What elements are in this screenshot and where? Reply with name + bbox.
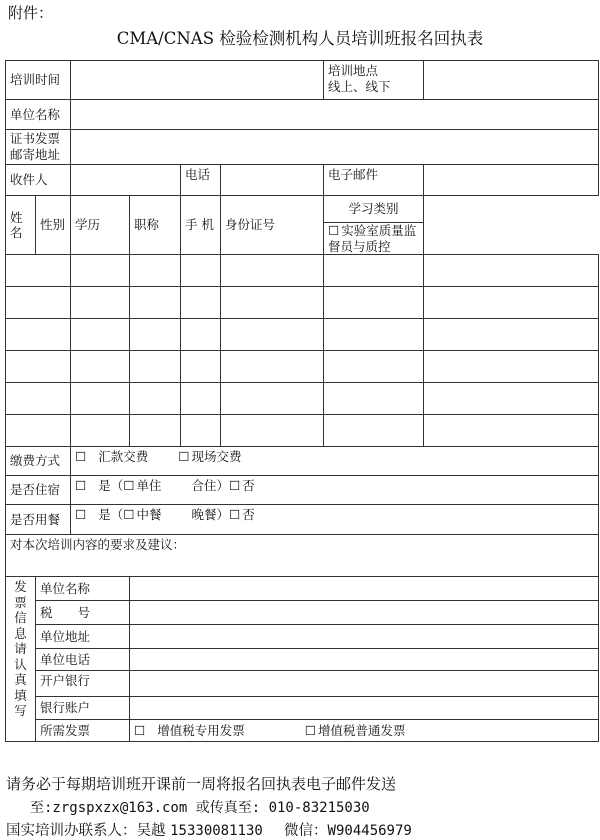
meal-label: 是否用餐 (6, 505, 71, 535)
participant-gender-cell[interactable] (71, 383, 130, 415)
meal-no-label: 否 (242, 507, 255, 523)
lodging-shared-label: 合住） (191, 478, 229, 494)
participant-title-cell[interactable] (181, 319, 221, 351)
participant-education-cell[interactable] (130, 319, 181, 351)
training-time-value[interactable] (71, 61, 324, 100)
invoice-tax-value[interactable] (130, 601, 599, 625)
invoice-vertical-text: 发 票 信 息 请 认 真 填 写 (14, 579, 27, 719)
contact-person-label: 国实培训办联系人：吴越 (6, 823, 166, 839)
invoice-address-value[interactable] (71, 130, 599, 165)
invoice-address-label-line1: 证书发票 (10, 131, 61, 147)
participant-mobile-cell[interactable] (221, 287, 324, 319)
participant-gender-cell[interactable] (71, 287, 130, 319)
vat-normal-checkbox-icon[interactable]: ☐ (304, 722, 316, 738)
participant-name-cell[interactable] (6, 415, 71, 447)
invoice-unit-phone-value[interactable] (130, 649, 599, 671)
participant-study-cell[interactable] (424, 287, 599, 319)
participant-title-cell[interactable] (181, 415, 221, 447)
meal-no-checkbox-icon[interactable]: ☐ (229, 507, 241, 523)
unit-name-value[interactable] (71, 100, 599, 130)
invoice-type-options (130, 720, 599, 742)
col-education-header: 学历 (71, 196, 130, 255)
requirements-label: 对本次培训内容的要求及建议： (10, 537, 186, 553)
participant-row (6, 255, 599, 287)
meal-lunch-label: 中餐 (136, 507, 162, 523)
participant-study-cell[interactable] (424, 383, 599, 415)
participant-title-cell[interactable] (181, 383, 221, 415)
email-label: 电子邮件 (324, 165, 424, 196)
lodging-single-checkbox-icon[interactable]: ☐ (123, 478, 135, 494)
phone-label: 电话 (181, 165, 221, 196)
invoice-unit-phone-label: 单位电话 (36, 649, 130, 671)
payment-onsite-label: 现场交费 (191, 449, 242, 465)
participant-mobile-cell[interactable] (221, 255, 324, 287)
invoice-type-label: 所需发票 (36, 720, 130, 742)
meal-dinner-label: 晚餐） (191, 507, 229, 523)
invoice-address-info-row (6, 625, 599, 649)
invoice-bank-value[interactable] (130, 671, 599, 697)
participant-row (6, 383, 599, 415)
footer-contact-person (6, 819, 412, 840)
participant-education-cell[interactable] (130, 287, 181, 319)
col-mobile-header: 手 机 (181, 196, 221, 255)
lodging-row (6, 476, 599, 505)
participant-id-cell[interactable] (324, 319, 424, 351)
study-option-cell[interactable] (324, 223, 424, 255)
invoice-type-row (6, 720, 599, 742)
invoice-unit-name-label: 单位名称 (36, 577, 130, 601)
training-row (6, 61, 599, 100)
invoice-tax-row (6, 601, 599, 625)
participant-id-cell[interactable] (324, 415, 424, 447)
participant-header-row (6, 196, 599, 223)
participant-name-cell[interactable] (6, 287, 71, 319)
participant-row (6, 351, 599, 383)
invoice-address-label-line2: 邮寄地址 (10, 147, 61, 162)
checkbox-icon[interactable]: ☐ (328, 223, 340, 238)
training-place-label-line2: 线上、线下 (328, 78, 391, 94)
participant-gender-cell[interactable] (71, 319, 130, 351)
col-title-header: 职称 (130, 196, 181, 255)
invoice-bank-label: 开户银行 (36, 671, 130, 697)
participant-row (6, 287, 599, 319)
participant-study-cell[interactable] (424, 255, 599, 287)
invoice-address-label (6, 130, 71, 165)
participant-name-cell[interactable] (6, 319, 71, 351)
training-time-label: 培训时间 (6, 61, 71, 100)
participant-mobile-cell[interactable] (221, 351, 324, 383)
payment-row (6, 447, 599, 476)
footer-instruction: 请务必于每期培训班开课前一周将报名回执表电子邮件发送 (6, 775, 397, 793)
payment-remit-label: 汇款交费 (98, 449, 149, 465)
participant-study-cell[interactable] (424, 319, 599, 351)
participant-id-cell[interactable] (324, 383, 424, 415)
participant-title-cell[interactable] (181, 255, 221, 287)
annex-label: 附件： (8, 4, 54, 22)
invoice-info-vertical-label (6, 577, 36, 742)
participant-name-cell[interactable] (6, 255, 71, 287)
recipient-value[interactable] (71, 165, 181, 196)
lodging-no-checkbox-icon[interactable]: ☐ (229, 478, 241, 494)
participant-study-cell[interactable] (424, 415, 599, 447)
lodging-yes-checkbox-icon[interactable]: ☐ (75, 478, 87, 494)
payment-onsite-checkbox-icon[interactable]: ☐ (178, 449, 190, 465)
participant-gender-cell[interactable] (71, 255, 130, 287)
requirements-field[interactable] (6, 535, 599, 577)
meal-lunch-checkbox-icon[interactable]: ☐ (123, 507, 135, 523)
col-id-header: 身份证号 (221, 196, 324, 255)
registration-form-table (5, 60, 599, 742)
invoice-phone-row (6, 649, 599, 671)
payment-remit-checkbox-icon[interactable]: ☐ (75, 449, 87, 465)
lodging-single-label: 单住 (136, 478, 162, 494)
meal-row (6, 505, 599, 535)
study-option-label: 实验室质量监督员与质控 (328, 223, 417, 254)
meal-yes-checkbox-icon[interactable]: ☐ (75, 507, 87, 523)
participant-title-cell[interactable] (181, 351, 221, 383)
invoice-bank-account-value[interactable] (130, 697, 599, 720)
recipient-row (6, 165, 599, 196)
unit-name-row (6, 100, 599, 130)
participant-study-cell[interactable] (424, 351, 599, 383)
phone-value[interactable] (221, 165, 324, 196)
lodging-no-label: 否 (242, 478, 255, 494)
vat-special-label: 增值税专用发票 (157, 722, 245, 738)
email-value[interactable] (424, 165, 599, 196)
participant-gender-cell[interactable] (71, 351, 130, 383)
participant-gender-cell[interactable] (71, 415, 130, 447)
invoice-bank-account-row (6, 697, 599, 720)
participant-education-cell[interactable] (130, 383, 181, 415)
training-place-label-line1: 培训地点 (328, 63, 379, 78)
participant-id-cell[interactable] (324, 351, 424, 383)
recipient-label: 收件人 (6, 165, 71, 196)
form-title: CMA/CNAS 检验检测机构人员培训班报名回执表 (116, 29, 484, 48)
meal-options (71, 505, 599, 535)
invoice-unit-name-row (6, 577, 599, 601)
contact-phone: 15330081130 (170, 823, 263, 839)
lodging-yes-label: 是（ (98, 478, 124, 494)
invoice-unit-address-label: 单位地址 (36, 625, 130, 649)
payment-options (71, 447, 599, 476)
participant-title-cell[interactable] (181, 287, 221, 319)
requirements-row (6, 535, 599, 577)
meal-yes-label: 是（ (98, 507, 124, 523)
unit-name-label: 单位名称 (6, 100, 71, 130)
participant-name-cell[interactable] (6, 351, 71, 383)
training-place-label (324, 61, 424, 100)
participant-mobile-cell[interactable] (221, 415, 324, 447)
lodging-options (71, 476, 599, 505)
participant-education-cell[interactable] (130, 255, 181, 287)
payment-label: 缴费方式 (6, 447, 71, 476)
contact-wechat-label: 微信： (284, 823, 328, 839)
participant-education-cell[interactable] (130, 415, 181, 447)
training-place-value[interactable] (424, 61, 599, 100)
invoice-bank-account-label: 银行账户 (36, 697, 130, 720)
participant-name-cell[interactable] (6, 383, 71, 415)
invoice-address-row (6, 130, 599, 165)
vat-special-checkbox-icon[interactable]: ☐ (134, 722, 146, 738)
invoice-unit-name-value[interactable] (130, 577, 599, 601)
participant-id-cell[interactable] (324, 287, 424, 319)
invoice-bank-row (6, 671, 599, 697)
participant-education-cell[interactable] (130, 351, 181, 383)
col-name-header: 姓 名 (6, 196, 36, 255)
lodging-label: 是否住宿 (6, 476, 71, 505)
vat-normal-label: 增值税普通发票 (317, 722, 406, 738)
contact-wechat: W904456979 (327, 823, 412, 839)
col-gender-header: 性别 (36, 196, 71, 255)
footer-contact-email-fax: 至:zrgspxzx@163.com 或传真至: 010-83215030 (30, 800, 370, 816)
invoice-unit-address-value[interactable] (130, 625, 599, 649)
participant-mobile-cell[interactable] (221, 383, 324, 415)
participant-row (6, 415, 599, 447)
col-study-type-header: 学习类别 (324, 196, 424, 223)
invoice-tax-label: 税 号 (36, 601, 130, 625)
participant-id-cell[interactable] (324, 255, 424, 287)
participant-row (6, 319, 599, 351)
participant-mobile-cell[interactable] (221, 319, 324, 351)
